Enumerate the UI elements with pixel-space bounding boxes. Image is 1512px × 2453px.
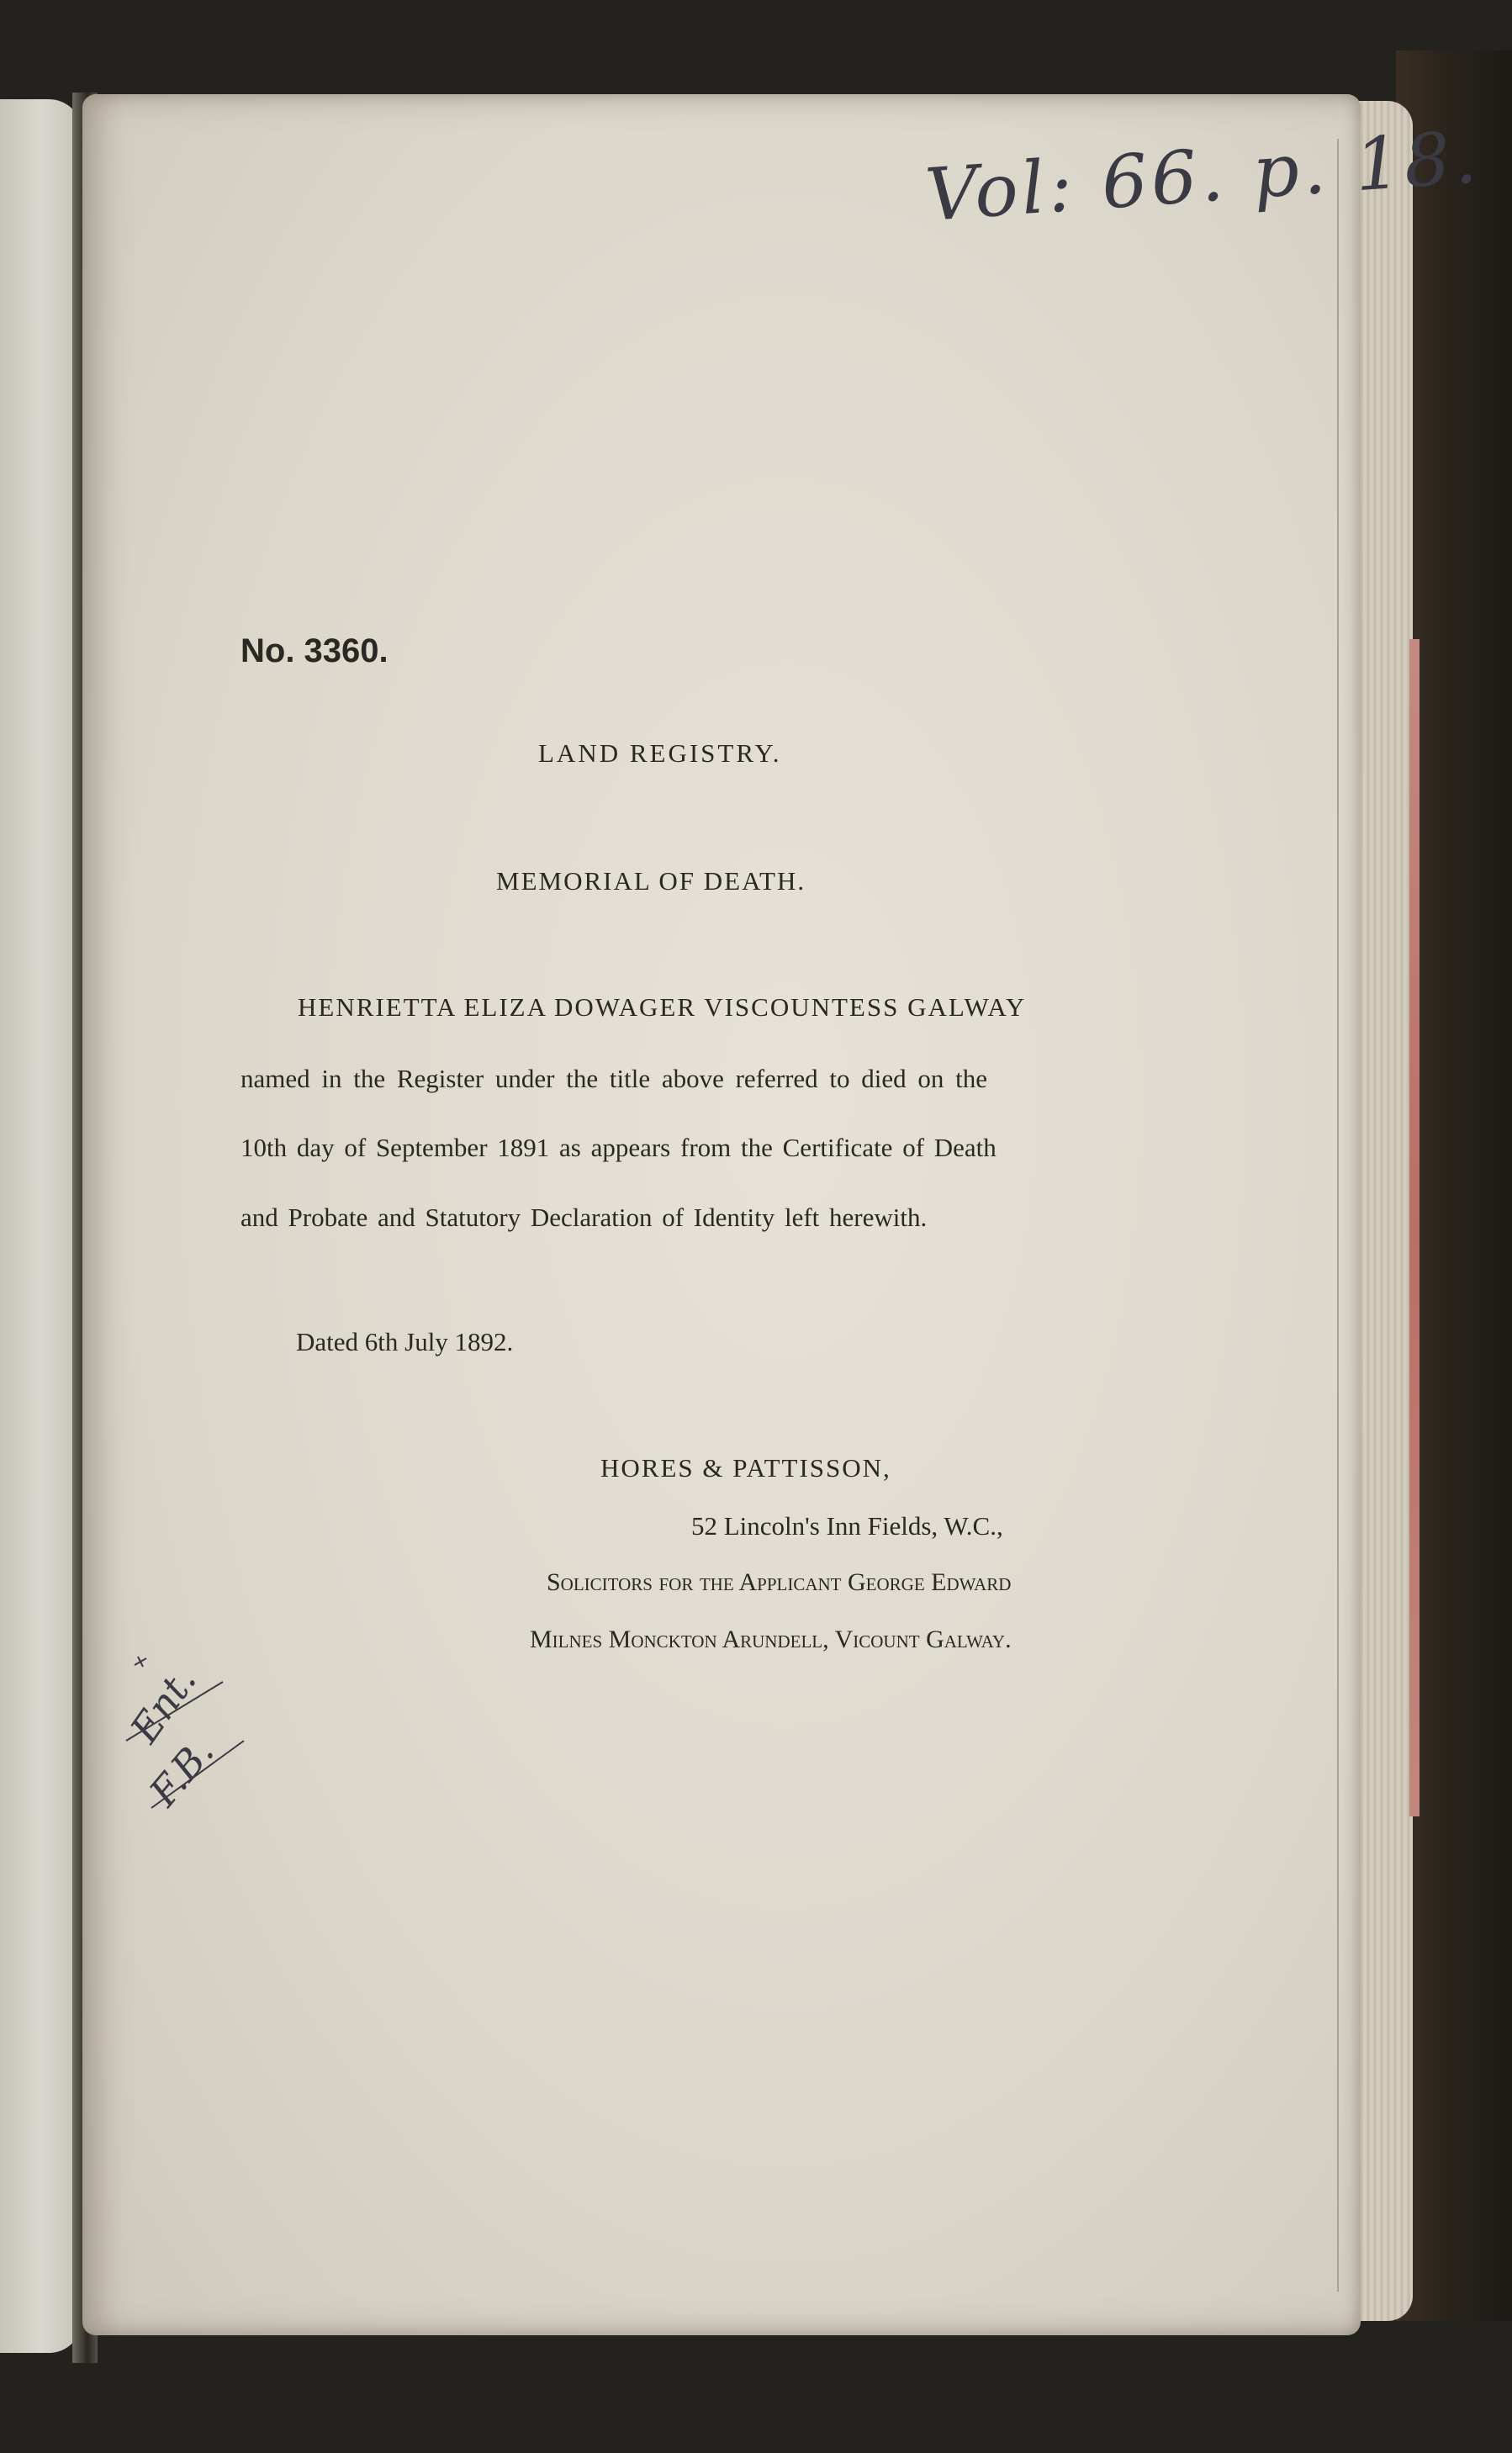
record-number: No. 3360. [241, 632, 389, 669]
margin-initials: Ent. [121, 1658, 205, 1751]
deceased-name: HENRIETTA ELIZA DOWAGER VISCOUNTESS GALWAY [298, 992, 1027, 1022]
applicant-line: Milnes Monckton Arundell, Vicount Galway. [530, 1626, 1012, 1653]
red-page-edge [1409, 639, 1419, 1816]
solicitor-firm: HORES & PATTISSON, [600, 1453, 891, 1483]
solicitor-address: 52 Lincoln's Inn Fields, W.C., [691, 1511, 1003, 1541]
memorial-heading: MEMORIAL OF DEATH. [496, 866, 806, 896]
date-line: Dated 6th July 1892. [296, 1327, 514, 1356]
page-fold-line [1337, 139, 1339, 2292]
margin-strokes [118, 1648, 269, 1816]
facing-page [0, 99, 82, 2353]
volume-reference: Vol: 66. p. 18. [923, 115, 1483, 238]
margin-initials: F.B. [140, 1729, 223, 1815]
body-line: 10th day of September 1891 as appears from the Certificate of Death [241, 1133, 997, 1162]
body-line: and Probate and Statutory Declaration of Identity left herewith. [241, 1203, 928, 1232]
applicant-line: Solicitors for the Applicant George Edward [547, 1568, 1012, 1596]
body-line: named in the Register under the title above referred to died on the [241, 1064, 988, 1093]
register-heading: LAND REGISTRY. [538, 738, 782, 768]
